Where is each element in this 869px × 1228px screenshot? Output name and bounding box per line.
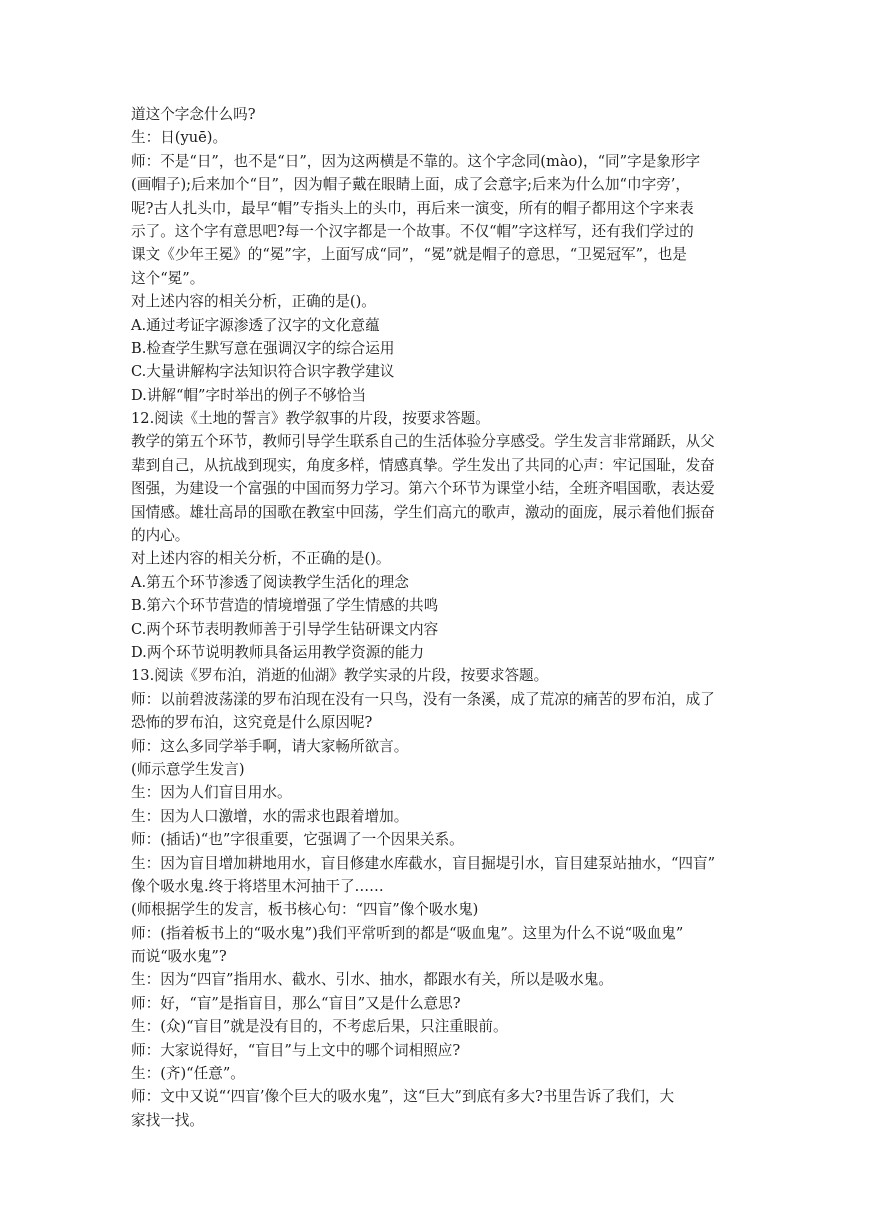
text-line: 这个“冕”。 (131, 269, 205, 287)
text-line: 师：文中又说“‘四盲’像个巨大的吸水鬼”，这“巨大”到底有多大?书里告诉了我们，大 (131, 1088, 675, 1106)
option-b: B.第六个环节营造的情境增强了学生情感的共鸣 (131, 597, 439, 615)
text-line: 课文《少年王冕》的“冕”字，上面写成“同”，“冕”就是帽子的意思，“卫冕冠军”，也是 (131, 246, 687, 264)
text-line: 恐怖的罗布泊，这究竟是什么原因呢? (131, 714, 373, 732)
text-line: 生：因为“四盲”指用水、截水、引水、抽水，都跟水有关，所以是吸水鬼。 (131, 971, 613, 989)
text-line: 示了。这个字有意思吧?每一个汉字都是一个故事。不仅“帽”字这样写，还有我们学过的 (131, 222, 694, 240)
text-line: 师：这么多同学举手啊，请大家畅所欲言。 (131, 737, 409, 755)
text-line: 家找一找。 (131, 1111, 204, 1129)
text-line: 生：因为人们盲目用水。 (131, 784, 292, 802)
text-line: 的内心。 (131, 527, 190, 545)
option-a: A.通过考证字源渗透了汉字的文化意蕴 (131, 316, 380, 334)
text-line: (画帽子);后来加个“目”，因为帽子戴在眼睛上面，成了会意字;后来为什么加“巾字旁’， (131, 176, 691, 194)
option-d: D.讲解“帽”字时举出的例子不够恰当 (131, 386, 367, 404)
question-prompt: 对上述内容的相关分析，不正确的是()。 (131, 550, 391, 568)
question-prompt: 对上述内容的相关分析，正确的是()。 (131, 293, 376, 311)
text-line: 辈到自己，从抗战到现实，角度多样，情感真挚。学生发出了共同的心声：牢记国耻，发奋 (131, 456, 715, 474)
document-body (131, 103, 741, 1132)
text-line: 国情感。雄壮高昂的国歌在教室中回荡，学生们高亢的歌声，激动的面庞，展示着他们振奋 (131, 503, 715, 521)
text-line: (师根据学生的发言，板书核心句：“四盲”像个吸水鬼) (131, 901, 479, 919)
text-line: 师：(指着板书上的“吸水鬼”)我们平常听到的都是“吸血鬼”。这里为什么不说“吸血鬼” (131, 924, 684, 942)
text-line: 师：以前碧波荡漾的罗布泊现在没有一只鸟，没有一条溪，成了荒凉的痛苦的罗布泊，成了 (131, 690, 715, 708)
text-line: 师：不是“日”，也不是“日”，因为这两横是不靠的。这个字念同(mào)，“同”字是象形字 (131, 152, 701, 170)
text-line: 师：(插话)“也”字很重要，它强调了一个因果关系。 (131, 831, 464, 849)
text-line: 而说“吸水鬼”? (131, 948, 227, 966)
text-line: 师：大家说得好，“盲目”与上文中的哪个词相照应? (131, 1041, 461, 1059)
option-a: A.第五个环节渗透了阅读教学生活化的理念 (131, 573, 409, 591)
text-line: 呢?古人扎头巾，最早“帽”专指头上的头巾，再后来一演变，所有的帽子都用这个字来表 (131, 199, 694, 217)
text-line: 师：好，“盲”是指盲目，那么“盲目”又是什么意思? (131, 994, 461, 1012)
question-heading: 13.阅读《罗布泊，消逝的仙湖》教学实录的片段，按要求答题。 (131, 667, 549, 685)
text-line: 教学的第五个环节，教师引导学生联系自己的生活体验分享感受。学生发言非常踊跃，从父 (131, 433, 715, 451)
text-line: (师示意学生发言) (131, 760, 245, 778)
text-line: 图强，为建设一个富强的中国而努力学习。第六个环节为课堂小结，全班齐唱国歌，表达爱 (131, 480, 715, 498)
text-line: 生：日(yuē)。 (131, 129, 228, 147)
text-line: 生：(众)“盲目”就是没有目的，不考虑后果，只注重眼前。 (131, 1018, 508, 1036)
text-line: 像个吸水鬼.终于将塔里木河抽干了…… (131, 877, 384, 895)
text-line: 生：因为盲目增加耕地用水，盲目修建水库截水，盲目掘堤引水，盲目建泵站抽水，“四盲” (131, 854, 716, 872)
option-b: B.检查学生默写意在强调汉字的综合运用 (131, 339, 395, 357)
option-d: D.两个环节说明教师具备运用教学资源的能力 (131, 643, 425, 661)
text-line: 生：(齐)“任意”。 (131, 1065, 245, 1083)
question-heading: 12.阅读《土地的誓言》教学叙事的片段，按要求答题。 (131, 410, 490, 428)
text-line: 生：因为人口激增，水的需求也跟着增加。 (131, 807, 409, 825)
option-c: C.大量讲解构字法知识符合识字教学建议 (131, 363, 395, 381)
option-c: C.两个环节表明教师善于引导学生钻研课文内容 (131, 620, 439, 638)
text-line: 道这个字念什么吗? (131, 106, 256, 123)
